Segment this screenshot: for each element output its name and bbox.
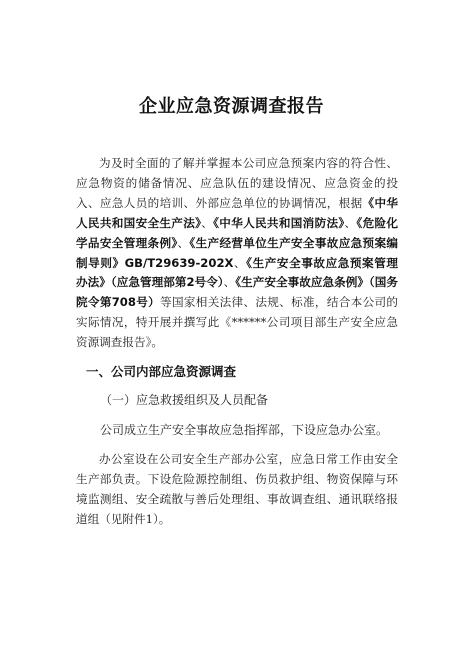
bold-citation: 《生产安全事故应急预案管理办法》（应急管理部第2号令） xyxy=(76,255,398,290)
body-text: 为及时全面的了解并掌握本公司应急预案内容的符合性、应急物资的储备情况、应急队伍的建设情况、应急资金的投入、应急人员的培训、外部应急单位的协调情况，根据 xyxy=(76,156,398,210)
subsection-heading: （一）应急救援组织及人员配备 xyxy=(100,393,269,407)
bold-citation: 《生产经营单位生产安全事故应急预案编制导则》GB/T29639-202X xyxy=(76,235,398,270)
body-text: 、 xyxy=(201,215,214,230)
body-text: 、 xyxy=(177,235,190,250)
bold-citation: 《危险化学品安全管理条例》 xyxy=(76,215,398,250)
body-text: 、 xyxy=(223,275,236,290)
intro-paragraph xyxy=(76,154,398,353)
section-heading: 一、公司内部应急资源调查 xyxy=(86,364,237,379)
document-title: 企业应急资源调查报告 xyxy=(139,96,324,117)
paragraph-line: 公司成立生产安全事故应急指挥部，下设应急办公室。 xyxy=(100,423,389,437)
bold-citation: 《生产安全事故应急条例》（国务院令第708号） xyxy=(76,275,398,310)
office-paragraph: 办公室设在公司安全生产部办公室，应急日常工作由安全生产部负责。下设危险源控制组、伤员救护组、物资保障与环境监测组、安全疏散与善后处理组、事故调查组、通讯联络报道组（见附件1）。 xyxy=(76,452,398,526)
body-text: 、 xyxy=(344,215,357,230)
bold-citation: 《中华人民共和国消防法》 xyxy=(213,215,345,230)
body-text: 、 xyxy=(233,255,247,270)
body-text: 等国家相关法律、法规、标准，结合本公司的实际情况，特开展并撰写此《******公司项目部生产安全应急资源调查报告》。 xyxy=(76,295,398,350)
bold-citation: 《中华人民共和国安全生产法》 xyxy=(76,195,398,230)
